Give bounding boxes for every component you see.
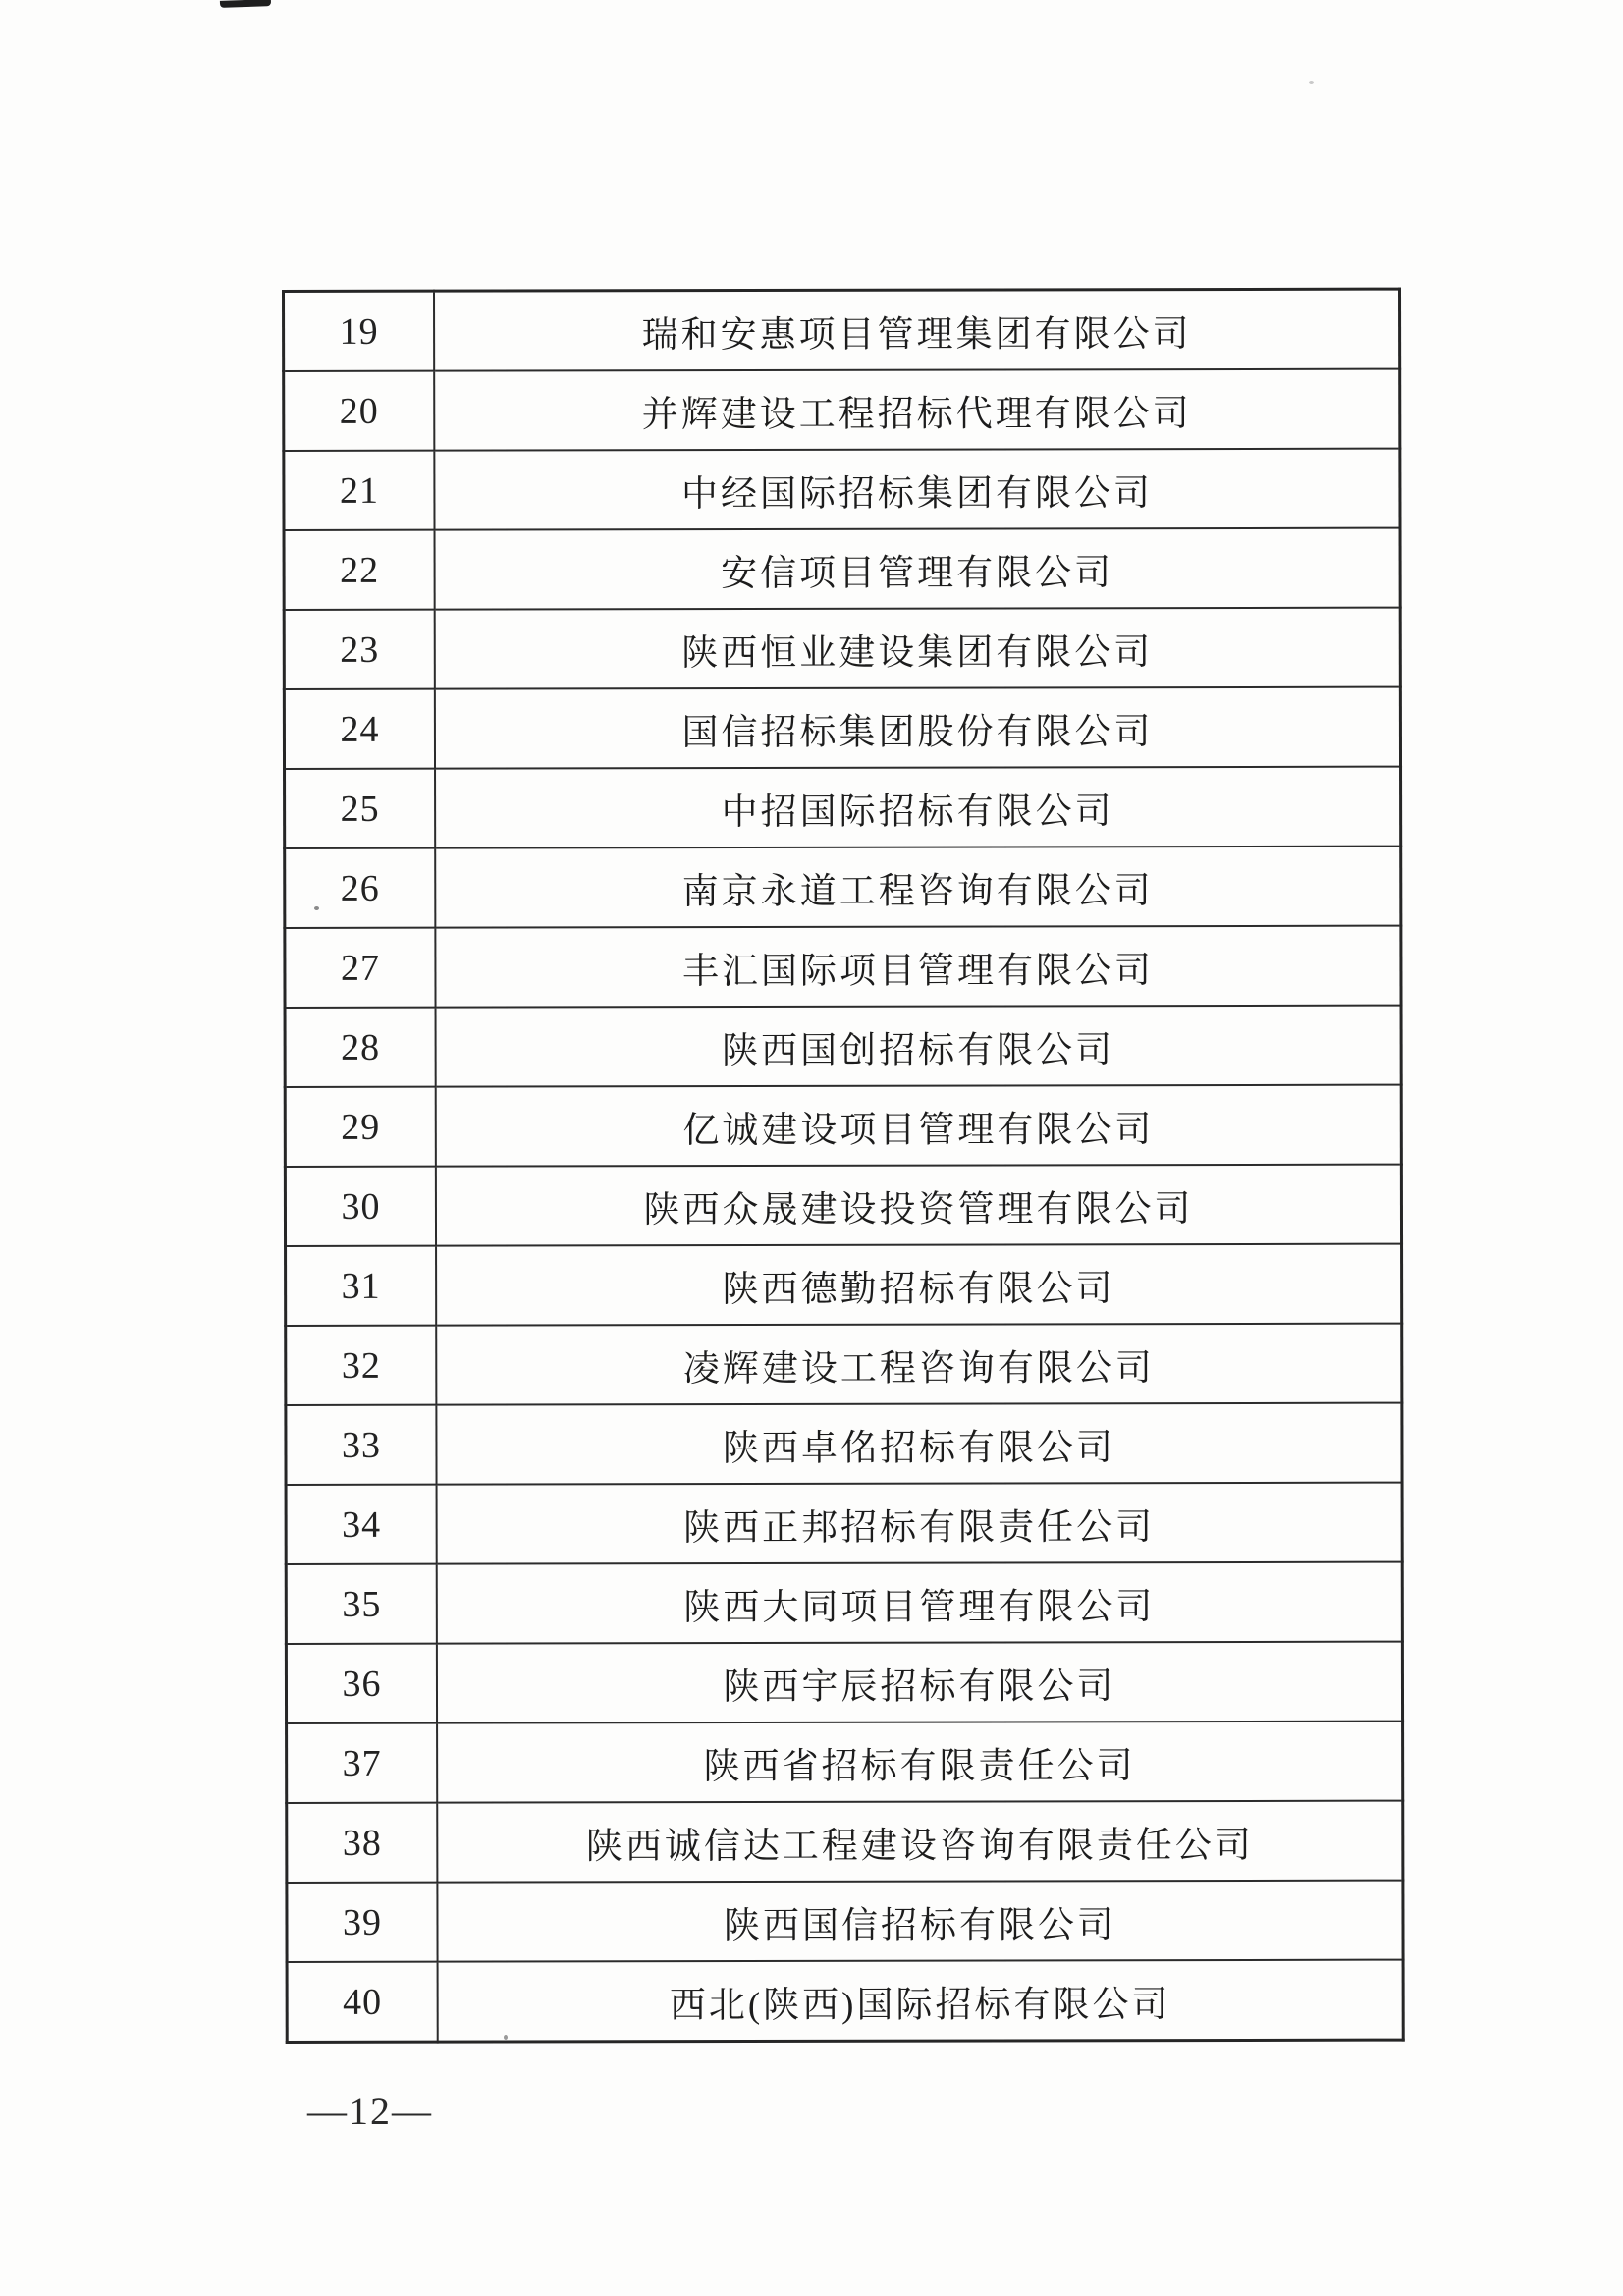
table-row <box>284 528 1400 610</box>
company-name: 陕西众晟建设投资管理有限公司 <box>643 1188 1194 1230</box>
row-number: 22 <box>340 549 380 591</box>
table-row <box>287 1960 1403 2043</box>
row-number: 28 <box>341 1026 381 1068</box>
scan-artifact-dot <box>1309 81 1314 84</box>
row-number: 38 <box>342 1822 382 1864</box>
company-name: 陕西卓佲招标有限公司 <box>722 1427 1116 1469</box>
company-name: 陕西宇辰招标有限公司 <box>723 1666 1116 1708</box>
row-number-cell <box>285 848 436 928</box>
company-name: 亿诚建设项目管理有限公司 <box>682 1109 1155 1151</box>
company-name-cell <box>436 1324 1402 1405</box>
row-number-cell <box>285 769 436 848</box>
row-number-cell <box>286 1246 437 1326</box>
row-number-cell <box>287 1883 438 1962</box>
company-name-cell <box>434 369 1400 451</box>
company-name-cell <box>435 687 1401 769</box>
row-number: 35 <box>342 1583 382 1625</box>
row-number-cell <box>285 928 436 1008</box>
row-number-cell <box>284 451 435 530</box>
company-name: 中招国际招标有限公司 <box>721 791 1114 833</box>
company-name: 陕西诚信达工程建设咨询有限责任公司 <box>585 1825 1254 1867</box>
table-row <box>286 1483 1402 1564</box>
row-number-cell <box>284 530 435 610</box>
table-row <box>285 767 1401 848</box>
row-number: 24 <box>340 708 380 750</box>
company-name-cell <box>435 528 1401 610</box>
company-name: 陕西德勤招标有限公司 <box>722 1268 1115 1310</box>
row-number: 19 <box>339 310 379 353</box>
scan-artifact-dash <box>220 0 271 8</box>
page-number: —12— <box>307 2089 433 2133</box>
company-name: 安信项目管理有限公司 <box>721 552 1114 594</box>
company-name: 凌辉建设工程咨询有限公司 <box>682 1347 1155 1390</box>
table-row <box>287 1881 1403 1962</box>
table-row <box>286 1642 1402 1723</box>
table-row <box>286 1244 1402 1326</box>
company-name: 中经国际招标集团有限公司 <box>680 472 1153 515</box>
row-number: 31 <box>341 1265 381 1307</box>
company-name-cell <box>437 1881 1403 1962</box>
row-number-cell <box>286 1644 437 1723</box>
company-name-cell <box>437 1642 1403 1723</box>
company-name: 南京永道工程咨询有限公司 <box>681 870 1154 912</box>
table-row <box>286 1562 1402 1644</box>
row-number-cell <box>284 610 435 689</box>
row-number: 21 <box>339 469 379 512</box>
table-row <box>284 608 1400 689</box>
row-number: 29 <box>341 1106 381 1148</box>
company-name-cell <box>438 1960 1404 2043</box>
table-row <box>284 687 1400 769</box>
company-name: 陕西正邦招标有限责任公司 <box>683 1506 1156 1549</box>
row-number-cell <box>284 371 435 451</box>
table-row <box>285 926 1401 1008</box>
table-row <box>285 1165 1401 1246</box>
table-row <box>285 847 1401 928</box>
table-row <box>284 289 1400 371</box>
row-number-cell <box>286 1564 437 1644</box>
row-number: 40 <box>343 1981 383 2023</box>
company-name-cell <box>437 1722 1403 1803</box>
table-row <box>285 1006 1401 1087</box>
company-name: 丰汇国际项目管理有限公司 <box>681 950 1154 992</box>
company-name-cell <box>437 1483 1403 1564</box>
row-number: 39 <box>342 1901 383 1943</box>
company-name: 瑞和安惠项目管理集团有限公司 <box>641 313 1192 355</box>
row-number: 30 <box>341 1185 381 1228</box>
company-name-cell <box>435 847 1401 928</box>
table-row <box>287 1722 1403 1803</box>
company-list-table <box>282 288 1405 2044</box>
row-number-cell <box>287 1723 438 1803</box>
company-name-cell <box>436 1006 1402 1087</box>
company-name: 国信招标集团股份有限公司 <box>681 711 1154 753</box>
table-row <box>285 1085 1401 1167</box>
table-row <box>286 1403 1402 1485</box>
row-number: 32 <box>341 1344 381 1387</box>
row-number: 37 <box>342 1742 382 1784</box>
company-name: 西北(陕西)国际招标有限公司 <box>669 1984 1171 2026</box>
company-name: 陕西大同项目管理有限公司 <box>683 1586 1156 1628</box>
row-number-cell <box>286 1326 437 1405</box>
company-name: 陕西国创招标有限公司 <box>722 1029 1115 1071</box>
row-number: 20 <box>339 390 379 432</box>
row-number: 27 <box>340 947 380 989</box>
row-number-cell <box>287 1803 438 1883</box>
table-row <box>284 369 1400 451</box>
table-row <box>286 1324 1402 1405</box>
company-name-cell <box>435 767 1401 848</box>
company-name-cell <box>435 926 1401 1008</box>
row-number-cell <box>285 1008 436 1087</box>
company-name-cell <box>435 608 1401 689</box>
row-number: 36 <box>342 1663 382 1705</box>
company-name-cell <box>437 1562 1403 1644</box>
row-number: 23 <box>340 629 380 671</box>
company-name-cell <box>436 1244 1402 1326</box>
company-name: 并辉建设工程招标代理有限公司 <box>641 393 1192 435</box>
row-number-cell <box>285 1167 436 1246</box>
company-name-cell <box>434 449 1400 530</box>
company-name: 陕西省招标有限责任公司 <box>703 1745 1136 1787</box>
row-number: 33 <box>341 1424 382 1466</box>
company-name: 陕西国信招标有限公司 <box>723 1904 1117 1946</box>
row-number-cell <box>285 1087 436 1167</box>
row-number-cell <box>286 1405 437 1485</box>
company-name-cell <box>434 289 1400 371</box>
row-number: 34 <box>342 1503 382 1546</box>
table-row <box>284 449 1400 530</box>
row-number-cell <box>284 689 435 769</box>
row-number-cell <box>287 1962 438 2043</box>
row-number-cell <box>286 1485 437 1564</box>
company-name-cell <box>436 1085 1402 1167</box>
row-number: 26 <box>340 867 380 909</box>
row-number: 25 <box>340 788 380 830</box>
company-name: 陕西恒业建设集团有限公司 <box>681 631 1154 674</box>
table-row <box>287 1801 1403 1883</box>
row-number-cell <box>284 291 435 371</box>
company-name-cell <box>436 1403 1402 1485</box>
company-name-cell <box>436 1165 1402 1246</box>
company-table-body <box>284 289 1404 2042</box>
company-name-cell <box>437 1801 1403 1883</box>
